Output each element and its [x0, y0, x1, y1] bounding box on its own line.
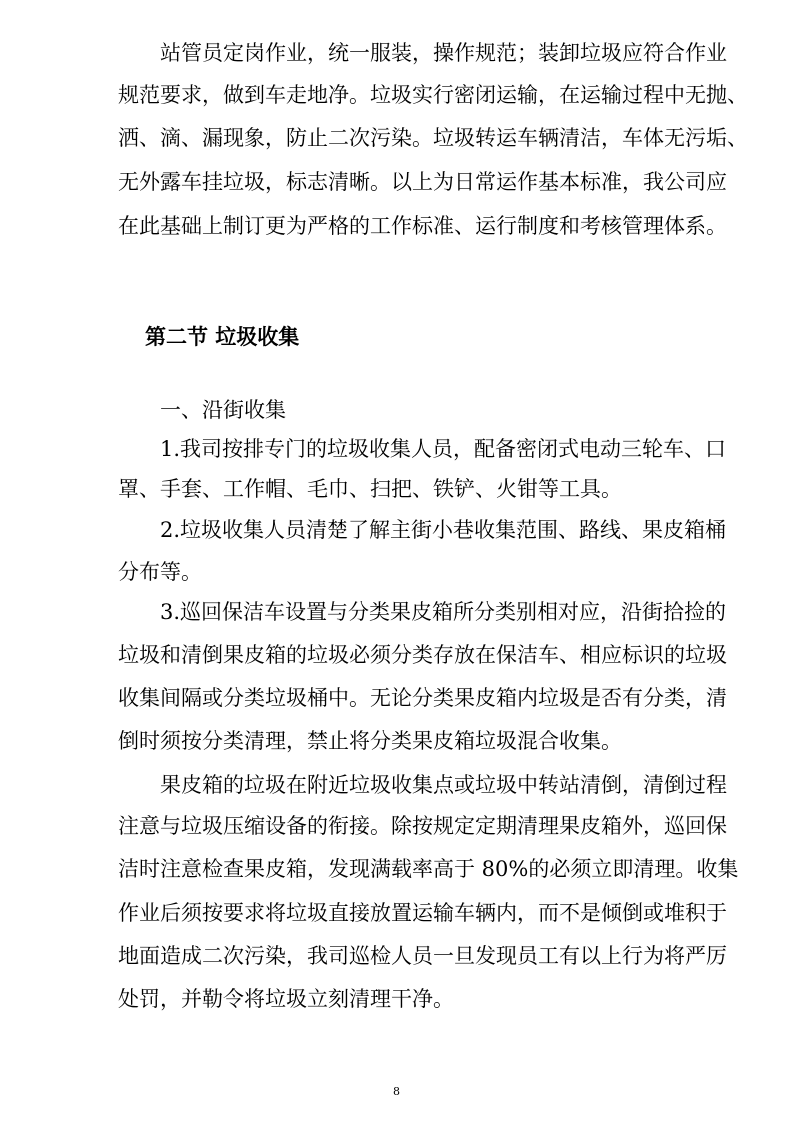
- text-line: 倒时须按分类清理，禁止将分类果皮箱垃圾混合收集。: [118, 729, 622, 753]
- text-line: 收集间隔或分类垃圾桶中。无论分类果皮箱内垃圾是否有分类，清: [118, 686, 727, 710]
- text-line: 地面造成二次污染，我司巡检人员一旦发现员工有以上行为将严厉: [118, 944, 727, 968]
- section-heading: 第二节 垃圾收集: [145, 324, 300, 349]
- text-line: 3.巡回保洁车设置与分类果皮箱所分类别相对应，沿街拾捡的: [160, 600, 727, 624]
- text-line: 罩、手套、工作帽、毛巾、扫把、铁铲、火钳等工具。: [118, 477, 622, 501]
- text-line: 在此基础上制订更为严格的工作标准、运行制度和考核管理体系。: [118, 214, 727, 238]
- text-line: 2.垃圾收集人员清楚了解主街小巷收集范围、路线、果皮箱桶: [160, 518, 727, 542]
- text-line: 作业后须按要求将垃圾直接放置运输车辆内，而不是倾倒或堆积于: [118, 901, 727, 925]
- text-line: 站管员定岗作业，统一服装，操作规范；装卸垃圾应符合作业: [160, 41, 727, 65]
- text-line: 洁时注意检查果皮箱，发现满载率高于 80%的必须立即清理。收集: [118, 857, 739, 881]
- text-line: 分布等。: [118, 560, 202, 584]
- text-line: 洒、滴、漏现象，防止二次污染。垃圾转运车辆清洁，车体无污垢、: [118, 126, 748, 150]
- text-line: 处罚，并勒令将垃圾立刻清理干净。: [118, 987, 454, 1011]
- text-line: 规范要求，做到车走地净。垃圾实行密闭运输，在运输过程中无抛、: [118, 83, 748, 107]
- text-line: 果皮箱的垃圾在附近垃圾收集点或垃圾中转站清倒，清倒过程: [160, 773, 727, 797]
- text-line: 垃圾和清倒果皮箱的垃圾必须分类存放在保洁车、相应标识的垃圾: [118, 643, 727, 667]
- text-line: 无外露车挂垃圾，标志清晰。以上为日常运作基本标准，我公司应: [118, 170, 727, 194]
- sub-heading: 一、沿街收集: [160, 398, 286, 422]
- text-line: 1.我司按排专门的垃圾收集人员，配备密闭式电动三轮车、口: [160, 437, 727, 461]
- page-number: 8: [393, 1085, 400, 1098]
- text-line: 注意与垃圾压缩设备的衔接。除按规定定期清理果皮箱外，巡回保: [118, 814, 727, 838]
